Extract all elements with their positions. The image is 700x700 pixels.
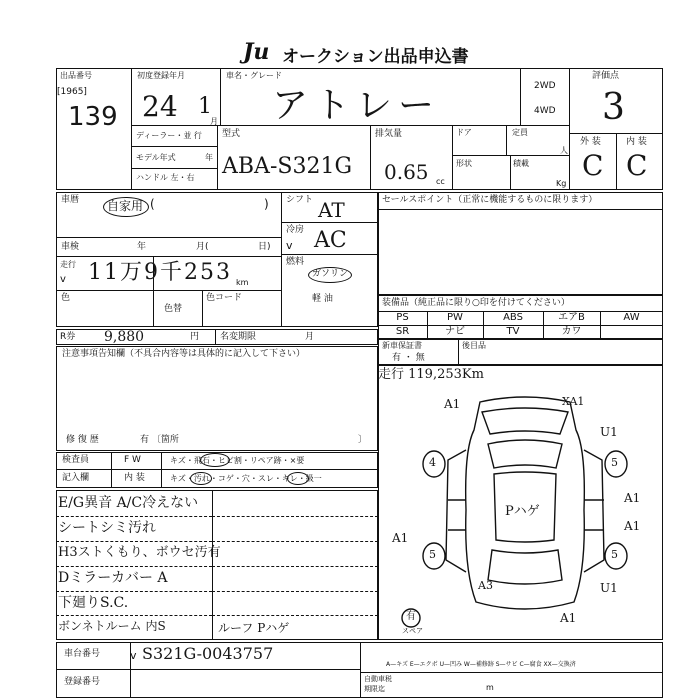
repair-close: 〕 [358,435,368,445]
mark-a1-left: A1 [392,531,409,545]
note-line-2: シートシミ汚れ [58,520,156,536]
history-paren-close: ) [264,197,269,211]
spare-value: 有 [406,611,416,622]
equip-ps: PS [396,312,409,323]
new-car-opts: 有 ・ 無 [392,353,425,363]
sales-label: セールスポイント（正常に機能するものに限ります） [382,195,598,205]
note-line-7: ルーフ Pハゲ [218,621,290,635]
ext-label: 外 装 [580,137,601,147]
aircon-value: AC [314,228,347,253]
drive-4wd: 4WD [534,106,556,116]
shift-label: シフト [286,195,314,205]
reg-label: 初度登録年月 [137,71,185,80]
entry-sub: [1965] [57,87,87,97]
shape-label: 形状 [456,159,472,168]
footer-mark-m: m [486,683,494,692]
equip-tv: TV [506,326,520,337]
tire-front-left: 4 [429,456,436,469]
equip-pw: PW [447,312,463,323]
disp-label: 排気量 [375,129,403,139]
entry-no: 139 [68,102,118,132]
new-car-label: 新車保証書 [382,341,422,350]
mileage-check: v [60,274,66,285]
mileage-label: 走行 [60,260,76,269]
aircon-check: v [286,239,293,252]
chassis-label: 車台番号 [64,649,101,659]
car-hood [482,408,568,434]
equip-navi: ナビ [445,326,465,337]
mark-a3-bottom: A3 [478,579,493,592]
note-line-6: ボンネトルーム 内S [58,619,166,633]
color-code: 色コード [206,293,243,303]
mark-u1-right: U1 [600,425,618,439]
inspector-label: 検査員 [62,455,90,465]
mileage-unit: km [236,278,249,287]
ext-value: C [582,149,604,182]
entry-label: 記入欄 [62,473,90,483]
fuel-label: 燃料 [286,257,305,267]
inspect-label: 車検 [61,242,80,252]
interior-items: キズ・汚れ・コゲ・穴・スレ・キレ・級一 [170,474,322,483]
entry-no-label: 出品番号 [60,71,92,80]
handle-label: ハンドル 左・右 [136,173,195,182]
shift-value: AT [318,198,345,222]
sales-block [378,192,663,295]
mark-a1-top-left: A1 [444,397,461,411]
r-value: 9,880 [104,329,145,345]
r-label: R券 [60,332,76,342]
tire-rear-right: 5 [611,548,618,561]
int-value: C [626,149,648,182]
car-left-side [446,450,466,572]
score-label: 評価点 [592,71,620,81]
notes-label: 注意事項告知欄（不具合内容等は具体的に記入して下さい） [62,349,306,359]
notes-block [56,346,378,451]
int-label: 内 装 [626,137,647,147]
fw-circle [200,453,230,467]
r-unit: 円 [190,332,200,342]
door-label: ドア [456,128,472,137]
repair-label: 修 復 歴 [66,435,99,445]
mark-a1-right-2: A1 [624,519,641,533]
capacity-label: 定員 [512,128,528,137]
spare-label: スペア [402,627,423,635]
type-label: 型式 [222,129,241,139]
equip-sr: SR [395,326,410,337]
reg-year: 24 [142,90,178,123]
reg-month: 1 [198,94,212,119]
deadline-unit: 月 [305,332,315,342]
load-label: 積載 [513,159,529,168]
note-line-4: Dミラーカバー A [58,570,168,586]
capacity-unit: 人 [560,146,568,155]
fuel-value: ガソリン [312,269,349,279]
car-windshield [488,440,562,468]
repair-value: 有 〔箇所 [140,435,179,445]
title-logo: Ju [243,39,270,65]
aircon-label: 冷房 [286,225,305,235]
equip-leather: カワ [561,326,582,337]
car-rear-window [488,550,562,584]
inspect-month: 月( [196,242,209,252]
model-year-unit: 年 [205,153,213,162]
damage-legend: A—キズ E—エクボ U—凹み W—補修跡 S—サビ C—腐食 XX—交換済 [386,661,576,668]
handwritten-notes-block [56,490,378,640]
equip-airbag: エアB [558,312,585,323]
score-value: 3 [602,87,625,128]
history-paren-open: ( [150,197,155,211]
reg-month-unit: 月 [210,117,218,126]
tax-sub: 期限迄 [364,685,385,693]
color-label: 色 [61,293,71,303]
light-oil: 軽 油 [312,294,333,304]
mileage-value: 11万9千253 [88,260,232,285]
form-title: オークション出品申込書 [282,47,469,67]
equip-aw: AW [623,312,640,323]
color-change: 色替 [164,304,183,314]
deadline-label: 名変期限 [220,332,257,342]
car-right-side [584,450,604,572]
type-value: ABA-S321G [222,154,353,179]
diagram-center-note: Pハゲ [505,504,540,519]
disp-unit: cc [436,177,445,186]
rear-label: 後目品 [462,341,486,350]
interior-circle-b [287,472,309,485]
fw-label: F W [124,455,141,465]
drive-2wd: 2WD [534,81,556,91]
inspect-year: 年 [137,242,147,252]
model-year-label: モデル年式 [136,153,176,162]
dealer-label: ディーラー・並 行 [136,131,202,140]
chassis-check: v [130,649,137,662]
tire-rear-left: 5 [429,548,436,561]
tax-label: 自動車税 [364,675,392,683]
load-unit: Kg [556,179,567,188]
equipment-label: 装備品（純正品に限り○印を付けてください） [382,298,570,308]
disp-value: 0.65 [384,160,429,184]
note-line-3: H3ストくもり、ボウセ汚有 [58,545,221,560]
name-value: アトレー [272,85,441,126]
mark-u1-bottom-right: U1 [600,581,618,595]
diagram-mileage-note: 走行 119,253Km [378,367,484,382]
history-value: 自家用 [107,199,144,213]
fw-items: キズ・飛石・ヒビ割・リペア跡・×要 [170,456,305,465]
mark-a1-right-1: A1 [624,491,641,505]
mark-a1-bottom-right: A1 [560,611,577,625]
reg-no-label: 登録番号 [64,677,101,687]
tire-front-right: 5 [611,456,618,469]
interior-label: 内 装 [124,473,145,483]
note-line-1: E/G異音 A/C冷えない [58,495,199,511]
name-label: 車名・グレード [226,71,282,80]
equip-abs: ABS [503,312,523,323]
mark-xa1-top-right: XA1 [562,395,585,408]
car-outline [466,397,585,609]
chassis-value: S321G-0043757 [142,644,274,663]
interior-circle-a [190,472,212,485]
inspect-day: 日) [258,242,271,252]
note-line-5: 下廻りS.C. [58,595,129,611]
history-label: 車暦 [61,195,80,205]
